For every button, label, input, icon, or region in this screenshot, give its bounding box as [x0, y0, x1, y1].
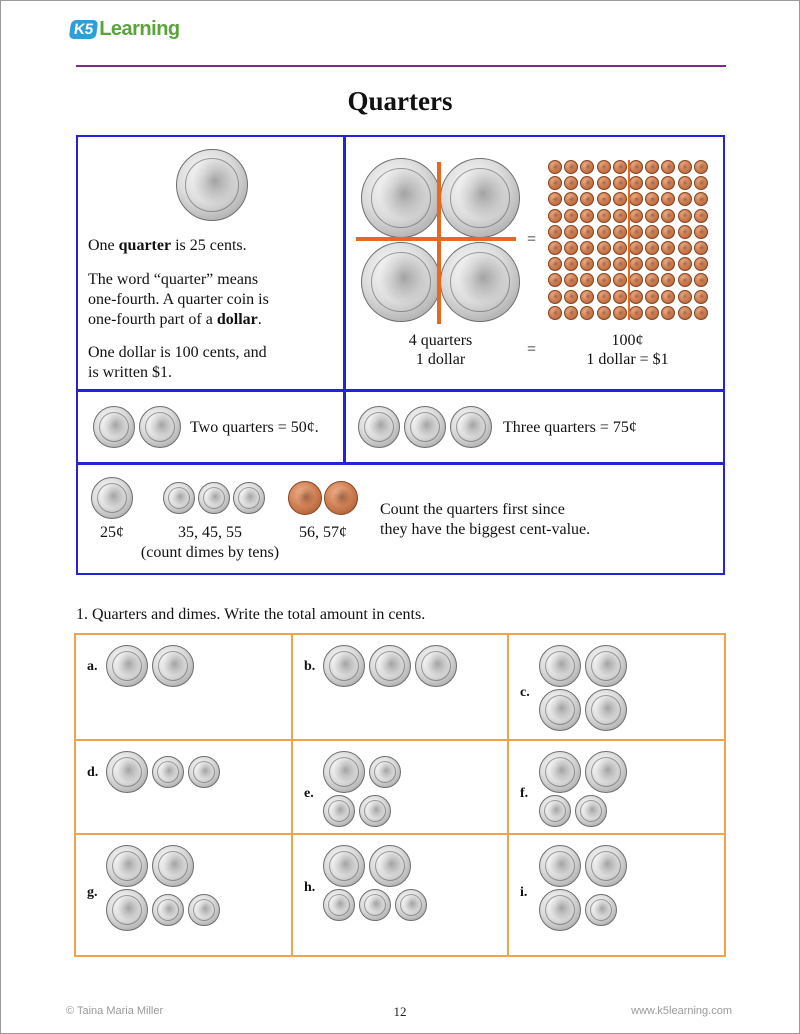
dime-coin-icon — [585, 894, 617, 926]
dime-coin-icon — [233, 482, 265, 514]
penny-coin-icon — [678, 290, 692, 304]
penny-coin-icon — [694, 176, 708, 190]
dime-coin-icon — [152, 756, 184, 788]
penny-coin-icon — [678, 273, 692, 287]
penny-coin-icon — [645, 160, 659, 174]
penny-coin-icon — [613, 192, 627, 206]
dime-coin-icon — [323, 795, 355, 827]
penny-coin-icon — [645, 290, 659, 304]
penny-coin-icon — [324, 481, 358, 515]
quarter-coin-icon — [369, 845, 411, 887]
penny-coin-icon — [597, 209, 611, 223]
penny-coin-icon — [548, 192, 562, 206]
penny-coin-icon — [548, 160, 562, 174]
three-quarters-text: Three quarters = 75¢ — [503, 419, 637, 436]
penny-coin-icon — [661, 290, 675, 304]
penny-coin-icon — [694, 290, 708, 304]
penny-coin-icon — [580, 273, 594, 287]
penny-coin-icon — [548, 257, 562, 271]
penny-coin-icon — [580, 306, 594, 320]
equation-right-line-1: 100¢ — [611, 332, 644, 349]
problem-label: c. — [520, 685, 530, 700]
penny-coin-icon — [613, 209, 627, 223]
penny-coin-icon — [694, 192, 708, 206]
quarter-coin-icon — [176, 149, 248, 221]
word-meaning-line-2: one-fourth. A quarter coin is — [88, 291, 269, 308]
quarter-coin-icon — [358, 406, 400, 448]
penny-coin-icon — [661, 306, 675, 320]
dime-coin-icon — [369, 756, 401, 788]
penny-coin-icon — [661, 225, 675, 239]
penny-coin-icon — [597, 160, 611, 174]
penny-coin-icon — [661, 257, 675, 271]
k5-learning-logo — [70, 14, 180, 44]
quarter-coin-icon — [539, 751, 581, 793]
dimes-count-values: 35, 45, 55 — [178, 524, 242, 541]
penny-coin-icon — [580, 257, 594, 271]
penny-coin-icon — [661, 160, 675, 174]
penny-coin-icon — [694, 225, 708, 239]
penny-coin-icon — [645, 192, 659, 206]
penny-coin-icon — [564, 225, 578, 239]
quarter-coin-icon — [585, 645, 627, 687]
penny-coin-icon — [564, 209, 578, 223]
quarter-coin-icon — [93, 406, 135, 448]
footer-copyright: © Taina Maria Miller — [66, 1005, 164, 1017]
dime-coin-icon — [163, 482, 195, 514]
penny-coin-icon — [694, 209, 708, 223]
penny-coin-icon — [580, 241, 594, 255]
penny-coin-icon — [629, 160, 643, 174]
penny-coin-icon — [645, 241, 659, 255]
penny-coin-icon — [597, 192, 611, 206]
quarter-coin-icon — [585, 751, 627, 793]
penny-coin-icon — [564, 160, 578, 174]
quarter-coin-icon — [585, 689, 627, 731]
penny-coin-icon — [597, 290, 611, 304]
divider-cross-horizontal — [356, 237, 516, 241]
exercise-grid — [74, 633, 726, 957]
penny-coin-icon — [564, 306, 578, 320]
problem-label: b. — [304, 659, 316, 674]
penny-coin-icon — [613, 290, 627, 304]
penny-coin-icon — [597, 241, 611, 255]
penny-coin-icon — [645, 209, 659, 223]
penny-coin-icon — [678, 176, 692, 190]
problem-label: d. — [87, 765, 99, 780]
problem-label: h. — [304, 880, 316, 895]
penny-coin-icon — [678, 209, 692, 223]
quarter-coin-icon — [361, 242, 441, 322]
quarter-coin-icon — [106, 645, 148, 687]
penny-coin-icon — [645, 273, 659, 287]
dime-coin-icon — [188, 756, 220, 788]
quarter-coin-icon — [91, 477, 133, 519]
penny-coin-icon — [694, 241, 708, 255]
exercise-instruction: 1. Quarters and dimes. Write the total amount in cents. — [76, 606, 426, 623]
penny-coin-icon — [580, 225, 594, 239]
penny-coin-icon — [678, 160, 692, 174]
penny-coin-icon — [548, 290, 562, 304]
quarter-sentence: One quarter is 25 cents. — [88, 237, 247, 254]
dime-coin-icon — [323, 889, 355, 921]
word-meaning-line-1: The word “quarter” means — [88, 271, 259, 288]
penny-coin-icon — [288, 481, 322, 515]
dollar-line-1: One dollar is 100 cents, and — [88, 344, 267, 361]
penny-coin-icon — [661, 176, 675, 190]
penny-coin-icon — [645, 257, 659, 271]
penny-coin-icon — [548, 225, 562, 239]
problem-cell-b — [291, 633, 509, 741]
page-title: Quarters — [347, 86, 453, 116]
penny-coin-icon — [580, 176, 594, 190]
penny-coin-icon — [629, 306, 643, 320]
penny-coin-icon — [678, 225, 692, 239]
penny-coin-icon — [580, 160, 594, 174]
quarter-coin-icon — [152, 645, 194, 687]
footer-website: www.k5learning.com — [631, 1005, 732, 1017]
penny-coin-icon — [613, 160, 627, 174]
equals-sign: = — [527, 231, 537, 248]
penny-coin-icon — [645, 225, 659, 239]
penny-coin-icon — [629, 273, 643, 287]
penny-coin-icon — [629, 257, 643, 271]
penny-coin-icon — [564, 176, 578, 190]
penny-coin-icon — [694, 306, 708, 320]
quarter-coin-icon — [106, 889, 148, 931]
page-number: 12 — [393, 1004, 407, 1019]
dime-coin-icon — [395, 889, 427, 921]
quarter-coin-icon — [539, 889, 581, 931]
problem-label: e. — [304, 786, 314, 801]
dollar-line-2: is written $1. — [88, 364, 172, 381]
quarter-count-value: 25¢ — [100, 524, 124, 541]
penny-coin-icon — [548, 306, 562, 320]
penny-coin-icon — [629, 290, 643, 304]
quarter-coin-icon — [361, 158, 441, 238]
counting-tip-line-2: they have the biggest cent-value. — [380, 521, 591, 538]
penny-coin-icon — [661, 209, 675, 223]
penny-coin-icon — [645, 176, 659, 190]
penny-coin-icon — [629, 192, 643, 206]
quarter-coin-icon — [539, 689, 581, 731]
problem-label: f. — [520, 786, 529, 801]
penny-coin-icon — [629, 176, 643, 190]
equation-right-line-2: 1 dollar = $1 — [586, 351, 669, 368]
penny-coin-icon — [613, 306, 627, 320]
logo-badge: K5 — [69, 20, 99, 39]
penny-coin-icon — [678, 306, 692, 320]
quarter-coin-icon — [440, 158, 520, 238]
quarter-coin-icon — [440, 242, 520, 322]
quarter-coin-icon — [585, 845, 627, 887]
quarter-coin-icon — [139, 406, 181, 448]
quarter-coin-icon — [415, 645, 457, 687]
quarter-coin-icon — [323, 751, 365, 793]
problem-cell-g — [74, 833, 293, 957]
penny-coin-icon — [678, 192, 692, 206]
penny-coin-icon — [597, 306, 611, 320]
penny-coin-icon — [613, 225, 627, 239]
equals-sign: = — [527, 341, 537, 358]
problem-label: i. — [520, 885, 528, 900]
penny-coin-icon — [678, 241, 692, 255]
penny-coin-icon — [564, 290, 578, 304]
penny-coin-icon — [580, 290, 594, 304]
two-quarters-text: Two quarters = 50¢. — [190, 419, 319, 436]
problem-cell-e — [291, 739, 509, 835]
penny-coin-icon — [629, 209, 643, 223]
penny-coin-icon — [661, 192, 675, 206]
problem-cell-a — [74, 633, 293, 741]
problem-cell-h — [291, 833, 509, 957]
problem-label: g. — [87, 885, 98, 900]
penny-coin-icon — [548, 209, 562, 223]
quarter-coin-icon — [106, 751, 148, 793]
problem-label: a. — [87, 659, 98, 674]
problem-cell-i — [507, 833, 726, 957]
quarter-coin-icon — [539, 645, 581, 687]
quarter-coin-icon — [539, 845, 581, 887]
equation-left-line-2: 1 dollar — [415, 351, 466, 368]
quarter-coin-icon — [323, 645, 365, 687]
penny-coin-icon — [678, 257, 692, 271]
penny-coin-icon — [694, 257, 708, 271]
penny-coin-icon — [597, 225, 611, 239]
problem-cell-c — [507, 633, 726, 741]
dime-coin-icon — [188, 894, 220, 926]
penny-coin-icon — [629, 241, 643, 255]
header-rule — [76, 65, 726, 67]
penny-coin-icon — [694, 160, 708, 174]
pennies-count-values: 56, 57¢ — [299, 524, 347, 541]
dime-coin-icon — [359, 795, 391, 827]
quarter-coin-icon — [369, 645, 411, 687]
penny-coin-icon — [613, 241, 627, 255]
quarter-coin-icon — [106, 845, 148, 887]
dime-coin-icon — [539, 795, 571, 827]
quarter-coin-icon — [323, 845, 365, 887]
penny-coin-icon — [548, 241, 562, 255]
dime-coin-icon — [152, 894, 184, 926]
penny-coin-icon — [613, 176, 627, 190]
penny-coin-icon — [694, 273, 708, 287]
penny-coin-icon — [645, 306, 659, 320]
divider-cross-vertical — [437, 162, 441, 324]
logo-text: Learning — [99, 17, 180, 40]
dimes-count-note: (count dimes by tens) — [140, 544, 280, 561]
penny-coin-icon — [564, 241, 578, 255]
penny-coin-icon — [564, 257, 578, 271]
penny-coin-icon — [597, 257, 611, 271]
penny-coin-icon — [613, 273, 627, 287]
penny-coin-icon — [661, 241, 675, 255]
penny-coin-icon — [661, 273, 675, 287]
penny-coin-icon — [564, 273, 578, 287]
dime-coin-icon — [575, 795, 607, 827]
penny-coin-icon — [613, 257, 627, 271]
penny-coin-icon — [580, 192, 594, 206]
penny-coin-icon — [597, 273, 611, 287]
penny-coin-icon — [548, 176, 562, 190]
penny-coin-icon — [580, 209, 594, 223]
penny-coin-icon — [564, 192, 578, 206]
penny-grid-divider — [628, 160, 630, 320]
word-meaning-line-3: one-fourth part of a dollar. — [88, 311, 262, 328]
quarter-coin-icon — [404, 406, 446, 448]
counting-tip-line-1: Count the quarters first since — [380, 501, 565, 518]
dime-coin-icon — [359, 889, 391, 921]
problem-cell-f — [507, 739, 726, 835]
penny-coin-icon — [548, 273, 562, 287]
equation-left-line-1: 4 quarters — [408, 332, 473, 349]
quarter-coin-icon — [450, 406, 492, 448]
penny-coin-icon — [597, 176, 611, 190]
penny-coin-icon — [629, 225, 643, 239]
quarter-coin-icon — [152, 845, 194, 887]
problem-cell-d — [74, 739, 293, 835]
dime-coin-icon — [198, 482, 230, 514]
